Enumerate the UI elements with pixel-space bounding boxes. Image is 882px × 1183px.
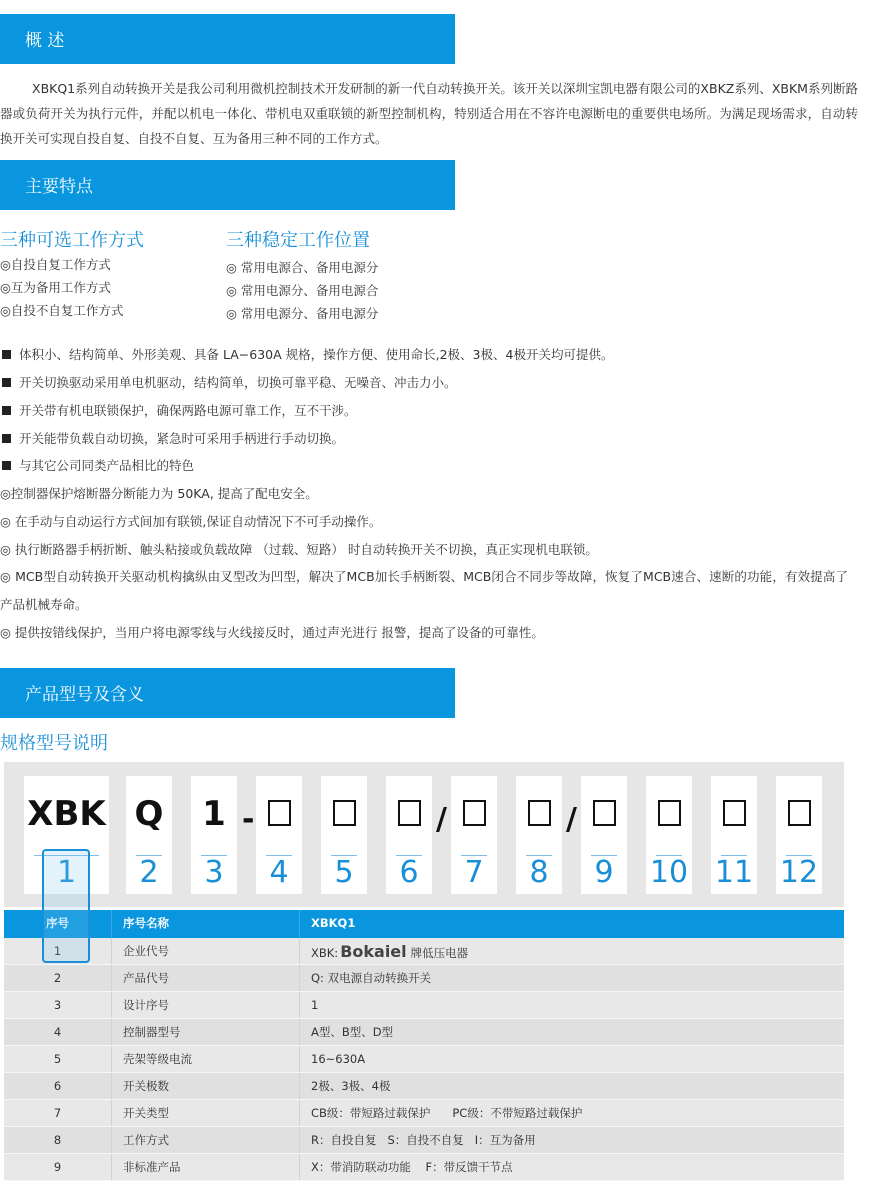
code-card: [451, 776, 497, 894]
placeholder-box-icon: [398, 800, 421, 826]
table-row: 6 开关极数 2极、3极、4极: [4, 1073, 844, 1100]
code-number: 7: [464, 855, 484, 890]
code-char: XBK: [27, 794, 106, 834]
code-card: [321, 776, 367, 894]
code-card: [516, 776, 562, 894]
modes-title: 三种可选工作方式: [0, 230, 144, 251]
position-item: ◎ 常用电源分、备用电源合: [226, 283, 379, 298]
square-bullet-icon: [2, 350, 11, 359]
placeholder-box-icon: [268, 800, 291, 826]
placeholder-box-icon: [528, 800, 551, 826]
code-number: 8: [529, 855, 549, 890]
advantage-item: ◎ 提供按错线保护，当用户将电源零线与火线接反时，通过声光进行 报警，提高了设备的可靠性。: [0, 625, 544, 640]
feature-bullet: 开关能带负载自动切换，紧急时可采用手柄进行手动切换。: [0, 429, 344, 447]
position-item: ◎ 常用电源合、备用电源分: [226, 260, 379, 275]
positions-title: 三种稳定工作位置: [226, 230, 370, 251]
feature-bullet: 开关带有机电联锁保护，确保两路电源可靠工作，互不干涉。: [0, 401, 357, 419]
code-card: [646, 776, 692, 894]
table-row: 7 开关类型 CB级：带短路过载保护 PC级：不带短路过载保护: [4, 1100, 844, 1127]
mode-item: ◎互为备用工作方式: [0, 280, 111, 295]
slash-separator: /: [436, 802, 447, 837]
code-number: 10: [649, 855, 689, 890]
table-row: 5 壳架等级电流 16~630A: [4, 1046, 844, 1073]
placeholder-box-icon: [788, 800, 811, 826]
placeholder-box-icon: [658, 800, 681, 826]
advantage-item: ◎控制器保护熔断器分断能力为 50KA, 提高了配电安全。: [0, 486, 318, 501]
feature-bullet: 开关切换驱动采用单电机驱动，结构简单，切换可靠平稳、无噪音、冲击力小。: [0, 373, 457, 391]
section-banner-model: [0, 668, 455, 718]
header-cell: 序号名称: [112, 910, 300, 938]
table-row: 3 设计序号 1: [4, 992, 844, 1019]
table-row: 9 非标准产品 X：带消防联动功能 F：带反馈干节点: [4, 1154, 844, 1181]
dash-separator: -: [242, 802, 255, 837]
code-card: [581, 776, 627, 894]
section-title: 产品型号及含义: [25, 685, 144, 705]
placeholder-box-icon: [593, 800, 616, 826]
table-header: [4, 910, 844, 938]
spec-title: 规格型号说明: [0, 733, 108, 754]
square-bullet-icon: [2, 378, 11, 387]
feature-bullet: 与其它公司同类产品相比的特色: [0, 456, 194, 474]
code-number: 3: [204, 855, 224, 890]
code-card: [191, 776, 237, 894]
overview-paragraph: XBKQ1系列自动转换开关是我公司利用微机控制技术开发研制的新一代自动转换开关。该开关以深圳宝凯电器有限公司的XBKZ系列、XBKM系列断路器或负荷开关为执行元件，并配以机电一体化、带机电双重联锁的新型控制机构，特别适合用在不容许电源断电的重要供电场所。为满足现场需求，自动转换开关可实现自投自复、自投不自复、互为备用三种不同的工作方式。: [0, 81, 858, 146]
code-card: [711, 776, 757, 894]
code-number: 2: [139, 855, 159, 890]
table-row: 8 工作方式 R：自投自复 S：自投不自复 I：互为备用: [4, 1127, 844, 1154]
code-number: 4: [269, 855, 289, 890]
square-bullet-icon: [2, 461, 11, 470]
code-card: [776, 776, 822, 894]
header-cell: 序号: [4, 910, 112, 938]
advantage-item: ◎ 执行断路器手柄折断、触头粘接或负载故障 （过载、短路） 时自动转换开关不切换，真正实现机电联锁。: [0, 542, 598, 557]
square-bullet-icon: [2, 406, 11, 415]
slash-separator: /: [566, 802, 577, 837]
section-title: 主要特点: [25, 177, 93, 197]
placeholder-box-icon: [723, 800, 746, 826]
code-number: 1: [56, 855, 77, 890]
spec-table: [4, 910, 844, 1181]
table-row: 4 控制器型号 A型、B型、D型: [4, 1019, 844, 1046]
section-banner-features: [0, 160, 455, 210]
brand-logo: Bokaiel: [340, 942, 407, 961]
code-number: 6: [399, 855, 419, 890]
advantage-item: ◎ 在手动与自动运行方式间加有联锁,保证自动情况下不可手动操作。: [0, 514, 382, 529]
code-number: 5: [334, 855, 354, 890]
position-item: ◎ 常用电源分、备用电源分: [226, 306, 379, 321]
code-number: 12: [779, 855, 819, 890]
section-banner-overview: [0, 14, 455, 64]
model-code-panel: [4, 762, 844, 907]
code-card: [126, 776, 172, 894]
header-cell: XBKQ1: [311, 916, 356, 930]
section-title: 概 述: [25, 31, 65, 51]
highlight-frame: [42, 849, 90, 963]
table-row: 1 企业代号 XBK: Bokaiel 牌低压电器: [4, 938, 844, 965]
table-row: 2 产品代号 Q: 双电源自动转换开关: [4, 965, 844, 992]
mode-item: ◎自投自复工作方式: [0, 257, 111, 272]
placeholder-box-icon: [333, 800, 356, 826]
code-number: 11: [714, 855, 754, 890]
code-char: Q: [134, 794, 164, 834]
code-card: [256, 776, 302, 894]
code-number: 9: [594, 855, 614, 890]
mode-item: ◎自投不自复工作方式: [0, 303, 124, 318]
code-card: [386, 776, 432, 894]
code-char: 1: [202, 794, 226, 834]
placeholder-box-icon: [463, 800, 486, 826]
advantage-item: ◎ MCB型自动转换开关驱动机构擒纵由叉型改为凹型，解决了MCB加长手柄断裂、MCB闭合不同步等故障，恢复了MCB速合、速断的功能，有效提高了产品机械寿命。: [0, 569, 848, 612]
square-bullet-icon: [2, 434, 11, 443]
feature-bullet: 体积小、结构简单、外形美观、具备 LA−630A 规格，操作方便、使用命长,2极、3极、4极开关均可提供。: [0, 345, 613, 363]
